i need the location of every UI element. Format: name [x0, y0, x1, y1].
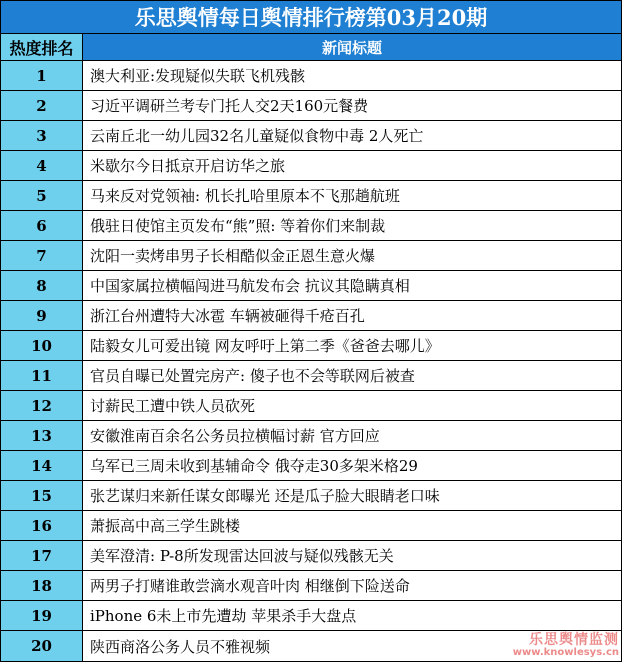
- rank-cell: 13: [1, 421, 83, 450]
- table-row: [1, 481, 621, 511]
- table-row: [1, 241, 621, 271]
- table-body: [1, 61, 621, 661]
- watermark-url: www.knowlesys.cn: [512, 646, 619, 658]
- rank-cell: 16: [1, 511, 83, 540]
- rank-cell: 15: [1, 481, 83, 510]
- headline-cell: 习近平调研兰考专门托人交2天160元餐费: [90, 97, 369, 115]
- rank-cell: 10: [1, 331, 83, 360]
- headline-cell: 萧振高中高三学生跳楼: [90, 517, 241, 535]
- headline-cell: 云南丘北一幼儿园32名儿童疑似食物中毒 2人死亡: [90, 127, 424, 145]
- table-row: [1, 451, 621, 481]
- headline-cell: 美军澄清: P-8所发现雷达回波与疑似残骸无关: [90, 547, 394, 565]
- table-row: [1, 181, 621, 211]
- headline-cell: 张艺谋归来新任谋女郎曝光 还是瓜子脸大眼睛老口味: [90, 487, 440, 505]
- headline-cell: 浙江台州遭特大冰雹 车辆被砸得千疮百孔: [90, 307, 365, 325]
- headline-cell: 马来反对党领袖: 机长扎哈里原本不飞那趟航班: [90, 187, 400, 205]
- table-header: [1, 34, 621, 61]
- table-row: [1, 571, 621, 601]
- headline-cell: 米歇尔今日抵京开启访华之旅: [90, 157, 286, 175]
- rank-cell: 12: [1, 391, 83, 420]
- rank-cell: 20: [1, 631, 83, 661]
- rank-cell: 9: [1, 301, 83, 330]
- rank-cell: 17: [1, 541, 83, 570]
- table-row: [1, 631, 621, 661]
- table-row: [1, 151, 621, 181]
- rank-cell: 1: [1, 61, 83, 90]
- rank-cell: 19: [1, 601, 83, 630]
- rank-cell: 2: [1, 91, 83, 120]
- rank-cell: 8: [1, 271, 83, 300]
- column-header-rank: 热度排名: [1, 34, 83, 60]
- table-row: [1, 541, 621, 571]
- table-row: [1, 121, 621, 151]
- rank-cell: 14: [1, 451, 83, 480]
- table-row: [1, 271, 621, 301]
- headline-cell: 澳大利亚:发现疑似失联飞机残骸: [90, 67, 306, 85]
- headline-cell: 讨薪民工遭中铁人员砍死: [90, 397, 256, 415]
- column-header-title: 新闻标题: [83, 34, 621, 60]
- table-row: [1, 301, 621, 331]
- table-row: [1, 61, 621, 91]
- headline-cell: 乌军已三周未收到基辅命令 俄夺走30多架米格29: [90, 457, 418, 475]
- rank-cell: 4: [1, 151, 83, 180]
- table-row: [1, 331, 621, 361]
- headline-cell: 陕西商洛公务人员不雅视频: [90, 637, 271, 656]
- table-row: [1, 391, 621, 421]
- rank-cell: 6: [1, 211, 83, 240]
- table-row: [1, 511, 621, 541]
- headline-cell: 安徽淮南百余名公务员拉横幅讨薪 官方回应: [90, 427, 380, 445]
- headline-cell: 中国家属拉横幅闯进马航发布会 抗议其隐瞒真相: [90, 277, 410, 295]
- rank-cell: 18: [1, 571, 83, 600]
- table-row: [1, 601, 621, 631]
- watermark-name: 乐思舆情监测: [529, 631, 619, 648]
- rank-cell: 11: [1, 361, 83, 390]
- table-row: [1, 91, 621, 121]
- table-row: [1, 421, 621, 451]
- table-title: 乐思舆情每日舆情排行榜第03月20期: [1, 1, 621, 34]
- headline-cell: 沈阳一卖烤串男子长相酷似金正恩生意火爆: [90, 247, 376, 265]
- headline-cell: 两男子打赌谁敢尝滴水观音叶肉 相继倒下险送命: [90, 577, 410, 595]
- headline-cell: 俄驻日使馆主页发布“熊”照: 等着你们来制裁: [90, 217, 386, 235]
- headline-cell: 陆毅女儿可爱出镜 网友呼吁上第二季《爸爸去哪儿》: [90, 337, 440, 355]
- rank-cell: 7: [1, 241, 83, 270]
- table-row: [1, 361, 621, 391]
- headline-cell: iPhone 6未上市先遭劫 苹果杀手大盘点: [90, 607, 357, 625]
- rank-cell: 5: [1, 181, 83, 210]
- rank-cell: 3: [1, 121, 83, 150]
- headline-cell: 官员自曝已处置完房产: 傻子也不会等联网后被查: [90, 367, 415, 385]
- table-row: [1, 211, 621, 241]
